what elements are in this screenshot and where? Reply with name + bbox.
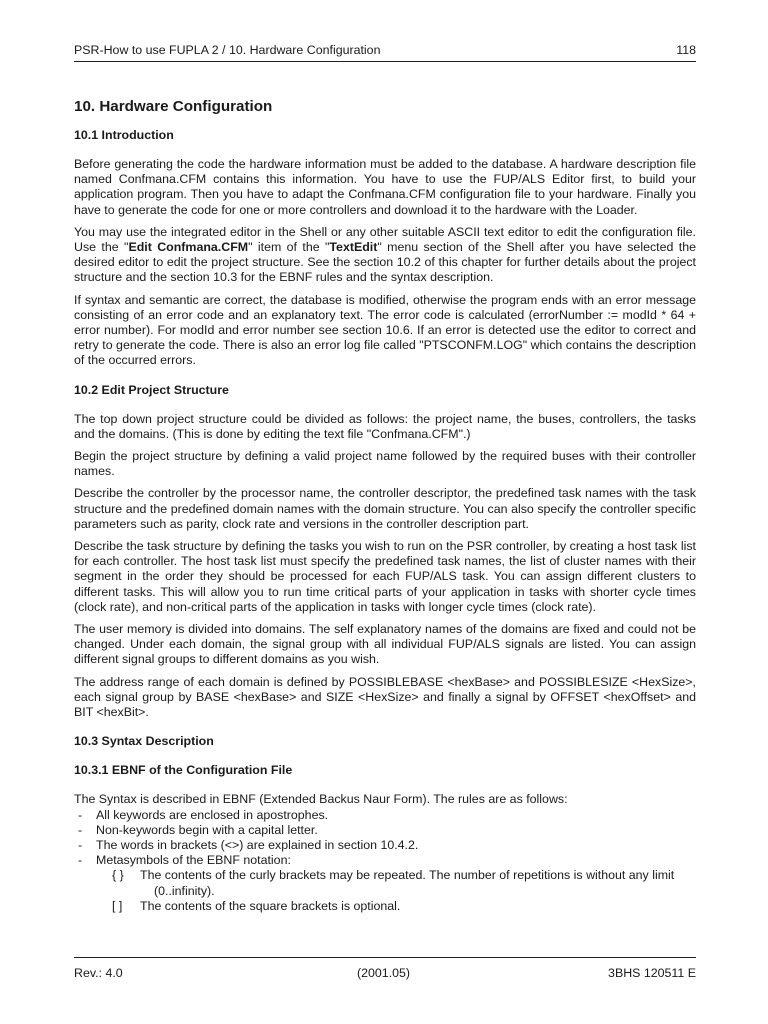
document-page (74, 0, 696, 1024)
metasymbol-list (112, 868, 696, 914)
subsection-heading-10-3-1: 10.3.1 EBNF of the Configuration File (74, 763, 293, 778)
paragraph: Describe the controller by the processor name, the controller descriptor, the predefined task names with the task structure and the predefined domain names with the domain structure. You can also specify the controller specific parameters such as parity, clock rate and versions in the controller description part. (74, 486, 696, 531)
chapter-heading: 10. Hardware Configuration (74, 98, 273, 115)
page-footer (74, 966, 696, 982)
metasymbol: [ ] (112, 898, 123, 913)
page-content (74, 98, 696, 914)
section-heading-10-3: 10.3 Syntax Description (74, 734, 214, 749)
footer-rule (74, 957, 696, 958)
list-item: - Non-keywords begin with a capital letter. (78, 822, 318, 837)
list-item: - All keywords are enclosed in apostrophes. (78, 807, 329, 822)
list-item: - The words in brackets (<>) are explained in section 10.4.2. (78, 837, 419, 852)
bold-text: TextEdit (329, 240, 378, 255)
metasymbol-item: [ ] The contents of the square brackets is optional. (112, 898, 401, 913)
paragraph: You may use the integrated editor in the Shell or any other suitable ASCII text editor to edit the configuration file. Use the "Edit Confmana.CFM" item of the "TextEdit" menu section of the Shell after you have selected the desired editor to edit the project structure. See the section 10.2 of this chapter for further details about the project structure and the section 10.3 for the EBNF rules and the syntax description. (74, 224, 696, 285)
header-rule (74, 61, 696, 62)
paragraph: Begin the project structure by defining a valid project name followed by the required buses with their controller names. (74, 449, 696, 479)
page-number: 118 (676, 43, 696, 57)
rules-list (74, 808, 696, 869)
page-header (74, 43, 696, 59)
section-heading-10-2: 10.2 Edit Project Structure (74, 382, 229, 397)
metasymbol-item: { } The contents of the curly brackets may be repeated. The number of repetitions is without any limit (0..infinity). (112, 868, 675, 898)
bold-text: Edit Confmana.CFM (128, 240, 249, 255)
paragraph: Before generating the code the hardware information must be added to the database. A hardware description file named Confmana.CFM contains this information. You have to use the FUP/ALS Editor first, to build your application program. Then you have to adapt the Confmana.CFM configuration file to your hardware. Finally you have to generate the code for one or more controllers and download it to the hardware with the Loader. (74, 157, 696, 217)
date: (2001.05) (357, 966, 411, 980)
paragraph: The address range of each domain is defined by POSSIBLEBASE <hexBase> and POSSIBLESIZE <HexSize>, each signal group by BASE <hexBase> and SIZE <HexSize> and finally a signal by OFFSET <hexOffset> and BIT <hexBit>. (74, 674, 696, 720)
header-title: PSR-How to use FUPLA 2 / 10. Hardware Configuration (74, 43, 381, 57)
paragraph: Describe the task structure by defining the tasks you wish to run on the PSR controller, by creating a host task list for each controller. The host task list must specify the predefined task names, the list of cluster names with their segment in the order they should be processed for each FUP/ALS task. You can assign different clusters to different tasks. This will allow you to run time critical parts of your application in tasks with shorter cycle times (clock rate), and non-critical parts of the application in tasks with longer cycle times (clock rate). (74, 539, 696, 614)
paragraph: The top down project structure could be divided as follows: the project name, the buses, controllers, the tasks and the domains. (This is done by editing the text file "Confmana.CFM".) (74, 411, 696, 441)
paragraph: The user memory is divided into domains. The self explanatory names of the domains are fixed and could not be changed. Under each domain, the signal group with all individual FUP/ALS signals are listed. You can assign different signal groups to different domains as you wish. (74, 622, 696, 667)
list-item: - Metasymbols of the EBNF notation: (78, 853, 291, 868)
revision: Rev.: 4.0 (74, 966, 123, 980)
paragraph: The Syntax is described in EBNF (Extended Backus Naur Form). The rules are as follows: (74, 792, 568, 807)
section-heading-10-1: 10.1 Introduction (74, 128, 174, 142)
metasymbol: { } (112, 868, 124, 883)
document-id: 3BHS 120511 E (608, 966, 696, 980)
paragraph: If syntax and semantic are correct, the database is modified, otherwise the program ends with an error message consisting of an error code and an explanatory text. The error code is calculated (errorNumber := modId * 64 + error number). For modId and error number see section 10.6. If an error is detected use the editor to correct and retry to generate the code. There is also an error log file called "PTSCONFM.LOG" which contains the description of the occurred errors. (74, 292, 696, 368)
